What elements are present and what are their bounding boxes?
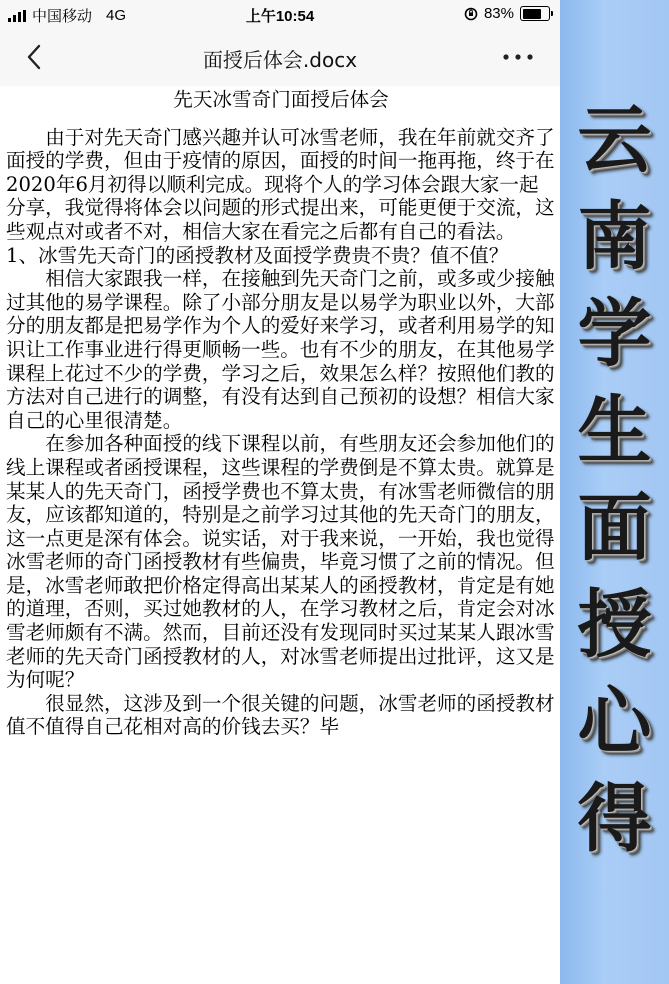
document-body (6, 86, 556, 739)
battery-icon (520, 6, 550, 21)
banner-char: 学 (577, 291, 652, 377)
banner-char: 面 (577, 485, 652, 571)
side-banner (560, 0, 669, 984)
banner-char: 得 (577, 776, 652, 862)
paragraph-intro: 由于对先天奇门感兴趣并认可冰雪老师，我在年前就交齐了面授的学费，但由于疫情的原因，面授的时间一拖再拖，终于在2020年6月初得以顺利完成。现将个人的学习体会跟大家一起分享，我觉得将体会以问题的形式提出来，可能更便于交流，这些观点对或者不对，相信大家在看完之后都有自己的看法。 (6, 125, 555, 243)
carrier: 中国移动 (32, 8, 93, 25)
document-title: 先天冰雪奇门面授后体会 (173, 88, 389, 111)
document-filename: 面授后体会.docx (202, 48, 358, 72)
status-time: 上午10:54 (245, 8, 315, 25)
question-heading-1: 1、冰雪先天奇门的函授教材及面授学费贵不贵？值不值？ (6, 243, 509, 267)
status-right (464, 5, 550, 22)
banner-char: 南 (577, 194, 652, 280)
banner-char: 授 (577, 582, 652, 668)
more-dots-icon[interactable] (498, 46, 538, 68)
paragraph-body: 很显然，这涉及到一个很关键的问题，冰雪老师的函授教材值不值得自己花相对高的价钱去买？毕 (6, 691, 555, 739)
status-bar (0, 0, 560, 28)
banner-char: 心 (577, 679, 652, 765)
banner-calligraphy (560, 92, 669, 868)
paragraph-body: 在参加各种面授的线下课程以前，有些朋友还会参加他们的线上课程或者函授课程，这些课程的学费倒是不算太贵。就算是某某人的先天奇门，函授学费也不算太贵，有冰雪老师微信的朋友，应该都知道的，特别是之前学习过其他的先天奇门的朋友，这一点更是深有体会。说实话，对于我来说，一开始，我也觉得冰雪老师的奇门函授教材有些偏贵，毕竟习惯了之前的情况。但是，冰雪老师敢把价格定得高出某某人的函授教材，肯定是有她的道理，否则，买过她教材的人，在学习教材之后，肯定会对冰雪老师颇有不满。然而，目前还没有发现同时买过某某人跟冰雪老师的先天奇门函授教材的人，对冰雪老师提出过批评，这又是为何呢？ (6, 432, 555, 692)
banner-char: 云 (577, 97, 652, 183)
paragraph-body: 相信大家跟我一样，在接触到先天奇门之前，或多或少接触过其他的易学课程。除了小部分朋友是以易学为职业以外，大部分的朋友都是把易学作为个人的爱好来学习，或者利用易学的知识让工作事业进行得更顺畅一些。也有不少的朋友，在其他易学课程上花过不少的学费，学习之后，效果怎么样？按照他们教的方法对自己进行的调整，有没有达到自己预初的设想？相信大家自己的心里很清楚。 (6, 267, 555, 432)
network-type: 4G (106, 7, 127, 24)
battery-percent: 83% (483, 5, 514, 22)
battery-fill (523, 9, 541, 19)
banner-char: 生 (577, 388, 652, 474)
rotation-lock-icon (464, 7, 478, 21)
nav-bar (0, 28, 560, 86)
